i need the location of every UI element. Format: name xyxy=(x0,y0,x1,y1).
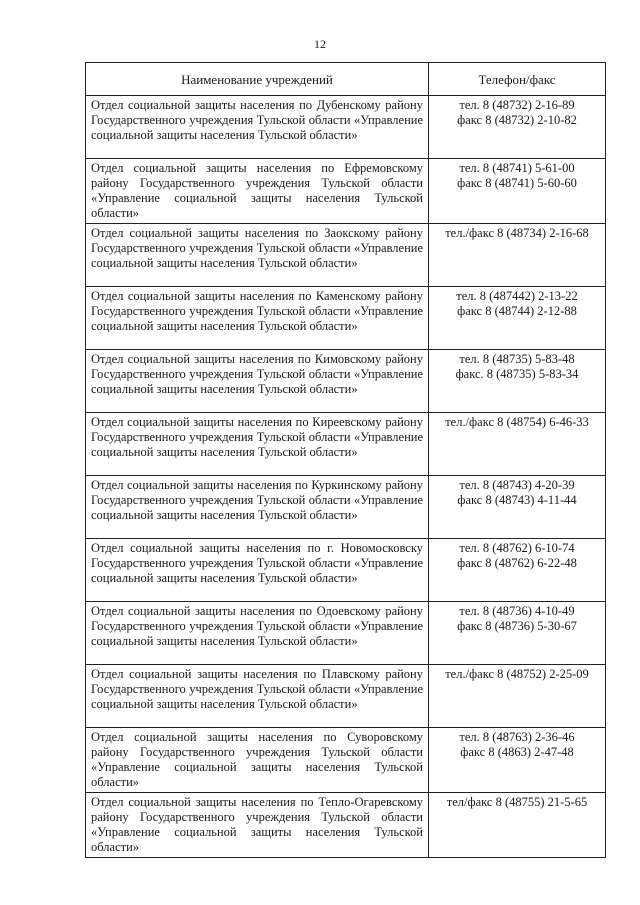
phone-line: факс 8 (48744) 2-12-88 xyxy=(457,304,577,318)
institution-name: Отдел социальной защиты населения по Одоевскому району Государственного учреждения Тульской области «Управление социальной защиты населения Тульской области» xyxy=(86,602,429,665)
institution-name: Отдел социальной защиты населения по Кимовскому району Государственного учреждения Тульской области «Управление социальной защиты населения Тульской области» xyxy=(86,350,429,413)
table-row xyxy=(86,602,606,665)
phone-cell xyxy=(429,96,606,159)
institution-name: Отдел социальной защиты населения по Дубенскому району Государственного учреждения Тульской области «Управление социальной защиты населения Тульской области» xyxy=(86,96,429,159)
institution-name: Отдел социальной защиты населения по Плавскому району Государственного учреждения Тульской области «Управление социальной защиты населения Тульской области» xyxy=(86,665,429,728)
phone-line: факс 8 (48732) 2-10-82 xyxy=(457,113,577,127)
phone-cell xyxy=(429,350,606,413)
table-row xyxy=(86,96,606,159)
table-header-row xyxy=(86,63,606,96)
table-row xyxy=(86,350,606,413)
phone-line: тел. 8 (48743) 4-20-39 xyxy=(459,478,575,492)
phone-cell xyxy=(429,287,606,350)
phone-cell xyxy=(429,159,606,224)
page-number: 12 xyxy=(314,37,326,51)
phone-line: тел. 8 (48736) 4-10-49 xyxy=(459,604,575,618)
phone-line: тел./факс 8 (48734) 2-16-68 xyxy=(445,226,589,240)
phone-cell xyxy=(429,793,606,858)
institution-name: Отдел социальной защиты населения по Куркинскому району Государственного учреждения Тульской области «Управление социальной защиты населения Тульской области» xyxy=(86,476,429,539)
phone-line: тел./факс 8 (48754) 6-46-33 xyxy=(445,415,589,429)
phone-line: факс 8 (48743) 4-11-44 xyxy=(457,493,577,507)
table-row xyxy=(86,287,606,350)
phone-cell xyxy=(429,728,606,793)
institution-name: Отдел социальной защиты населения по Киреевскому району Государственного учреждения Тульской области «Управление социальной защиты населения Тульской области» xyxy=(86,413,429,476)
phone-line: тел/факс 8 (48755) 21-5-65 xyxy=(446,795,588,809)
institution-name: Отдел социальной защиты населения по Суворовскому району Государственного учреждения Тульской области «Управление социальной защиты населения Тульской области» xyxy=(86,728,429,793)
table-row xyxy=(86,728,606,793)
phone-line: тел. 8 (48735) 5-83-48 xyxy=(459,352,575,366)
phone-cell xyxy=(429,602,606,665)
table-row xyxy=(86,476,606,539)
institution-name: Отдел социальной защиты населения по Ефремовскому району Государственного учреждения Тульской области «Управление социальной защиты населения Тульской области» xyxy=(86,159,429,224)
phone-line: тел. 8 (48741) 5-61-00 xyxy=(459,161,575,175)
table-row xyxy=(86,413,606,476)
phone-line: факс 8 (48736) 5-30-67 xyxy=(457,619,577,633)
institution-name: Отдел социальной защиты населения по Тепло-Огаревскому району Государственного учреждения Тульской области «Управление социальной защиты населения Тульской области» xyxy=(86,793,429,858)
table-row xyxy=(86,224,606,287)
header-name: Наименование учреждений xyxy=(86,63,429,96)
institutions-table xyxy=(85,62,606,858)
phone-line: факс 8 (4863) 2-47-48 xyxy=(460,745,574,759)
phone-line: тел. 8 (48762) 6-10-74 xyxy=(459,541,575,555)
phone-cell xyxy=(429,476,606,539)
institution-name: Отдел социальной защиты населения по Заокскому району Государственного учреждения Тульской области «Управление социальной защиты населения Тульской области» xyxy=(86,224,429,287)
phone-cell xyxy=(429,539,606,602)
table-body xyxy=(86,96,606,858)
table-row xyxy=(86,665,606,728)
phone-cell xyxy=(429,665,606,728)
table-row xyxy=(86,159,606,224)
phone-line: тел. 8 (48732) 2-16-89 xyxy=(459,98,575,112)
header-phone: Телефон/факс xyxy=(429,63,606,96)
table-row xyxy=(86,793,606,858)
phone-line: тел./факс 8 (48752) 2-25-09 xyxy=(445,667,589,681)
phone-line: факс 8 (48762) 6-22-48 xyxy=(457,556,577,570)
institution-name: Отдел социальной защиты населения по г. Новомосковску Государственного учреждения Тульской области «Управление социальной защиты населения Тульской области» xyxy=(86,539,429,602)
phone-cell xyxy=(429,413,606,476)
table-row xyxy=(86,539,606,602)
institution-name: Отдел социальной защиты населения по Каменскому району Государственного учреждения Тульской области «Управление социальной защиты населения Тульской области» xyxy=(86,287,429,350)
phone-line: тел. 8 (487442) 2-13-22 xyxy=(456,289,578,303)
phone-line: факс. 8 (48735) 5-83-34 xyxy=(455,367,579,381)
phone-line: тел. 8 (48763) 2-36-46 xyxy=(459,730,575,744)
phone-line: факс 8 (48741) 5-60-60 xyxy=(457,176,577,190)
phone-cell xyxy=(429,224,606,287)
